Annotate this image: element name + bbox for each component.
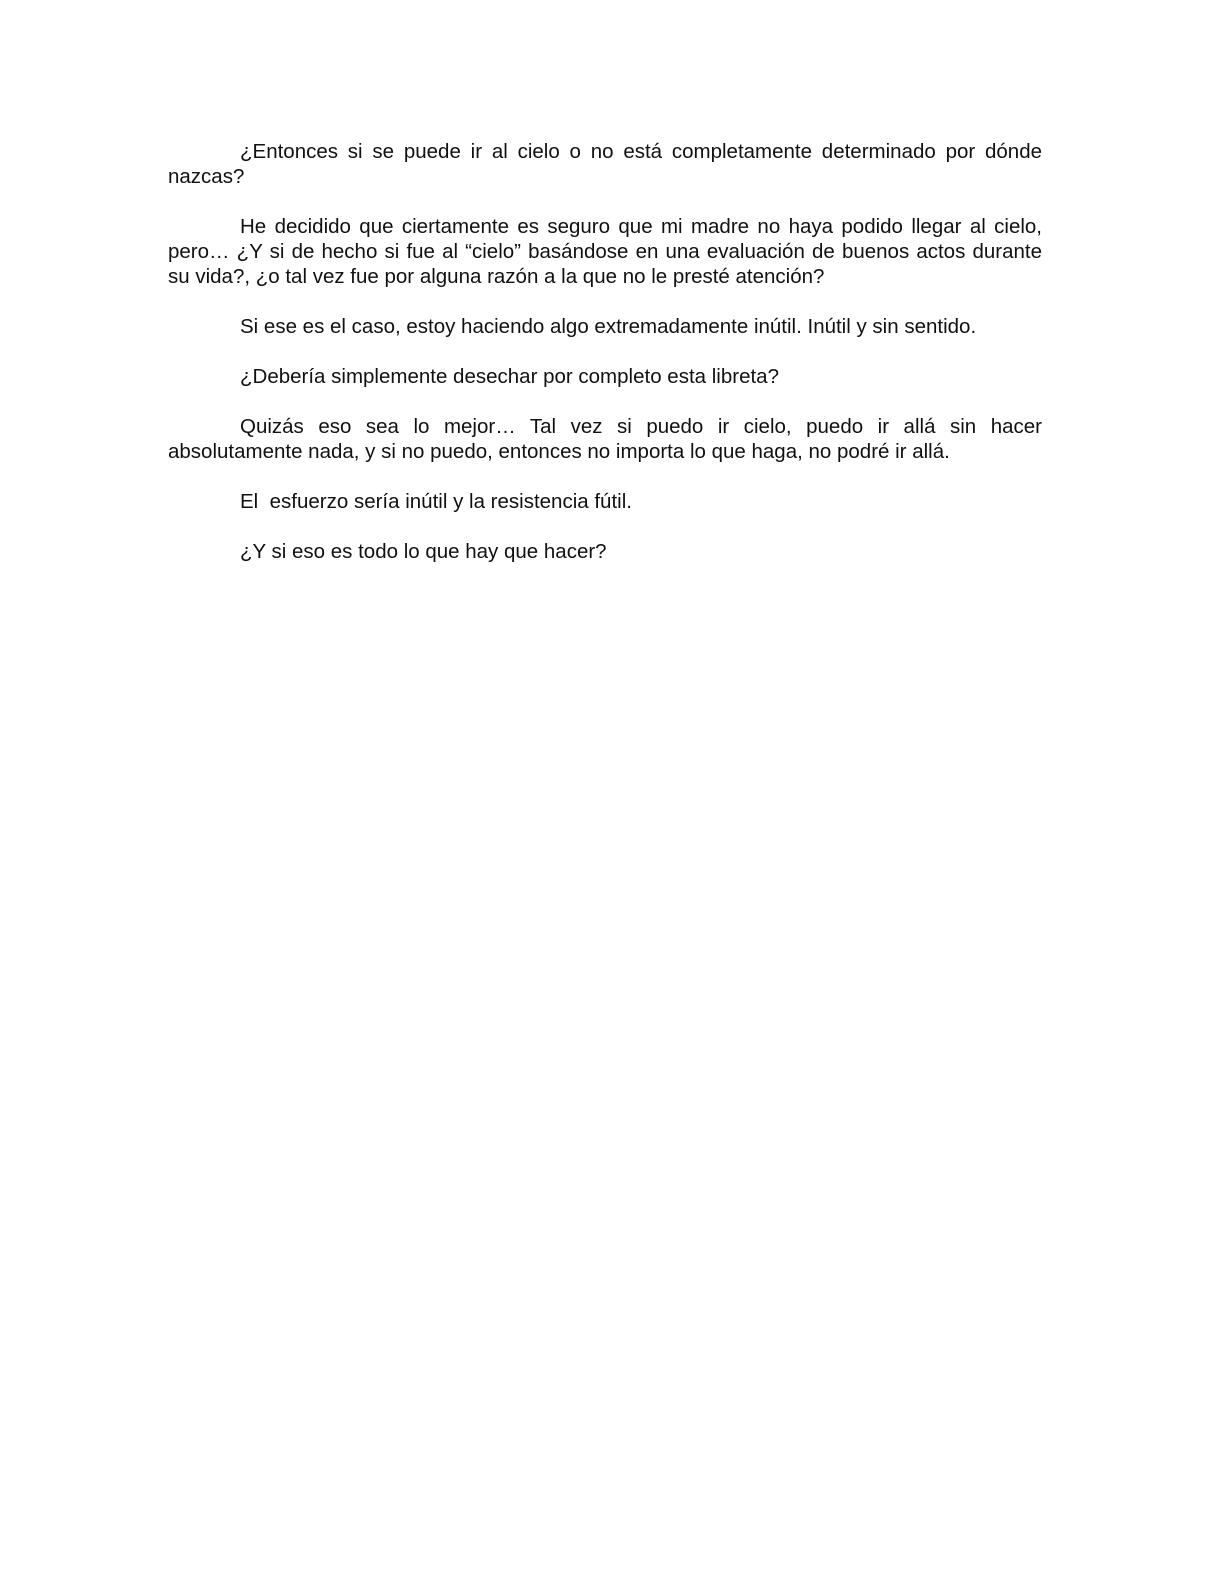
paragraph-1: ¿Entonces si se puede ir al cielo o no está completamente determinado por dónde nazcas? [168,140,1042,188]
paragraph-3: Si ese es el caso, estoy haciendo algo extremadamente inútil. Inútil y sin sentido. [240,315,977,338]
paragraph-5: Quizás eso sea lo mejor… Tal vez si puedo ir cielo, puedo ir allá sin hacer absolutamente nada, y si no puedo, entonces no importa lo que haga, no podré ir allá. [168,415,1042,463]
paragraph-7: ¿Y si eso es todo lo que hay que hacer? [240,540,607,563]
paragraph-2: He decidido que ciertamente es seguro que mi madre no haya podido llegar al cielo, pero… ¿Y si de hecho si fue al “cielo” basándose en una evaluación de buenos actos durante su vida?, ¿o tal vez fue por alguna razón a la que no le presté atención? [168,215,1042,288]
document-body [168,139,1042,589]
paragraph-4: ¿Debería simplemente desechar por completo esta libreta? [240,365,779,388]
paragraph-6: El esfuerzo sería inútil y la resistencia fútil. [240,490,632,513]
